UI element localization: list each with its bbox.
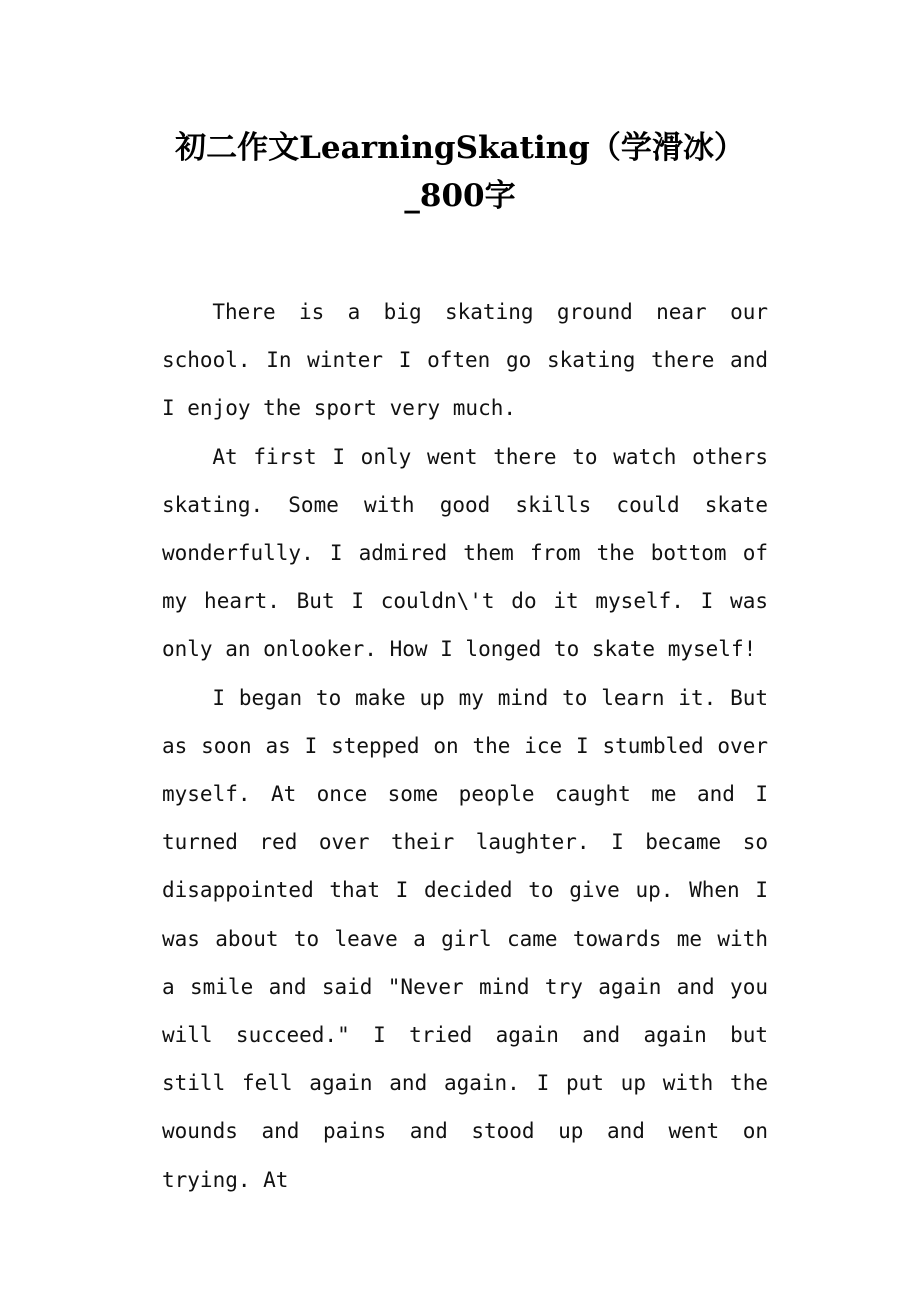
title-line-2: _800字 [404,178,516,214]
title-line-1: 初二作文LearningSkating（学滑冰） [175,130,745,166]
paragraph-2: At first I only went there to watch others skating. Some with good skills could skate wonderfully. I admired them from the bottom of my heart. But I couldn\'t do it myself. I was only an onlooker. How I longed to skate myself! [162,444,768,662]
paragraph-3: I began to make up my mind to learn it. But as soon as I stepped on the ice I stumbled over myself. At once some people caught me and I turned red over their laughter. I became so disappointed that I decided to give up. When I was about to leave a girl came towards me with a smile and said "Never mind try again and you will succeed." I tried again and again but still fell again and again. I put up with the wounds and pains and stood up and went on trying. At [162,685,768,1192]
paragraph-1: There is a big skating ground near our school. In winter I often go skating there and I enjoy the sport very much. [162,300,768,421]
document-title [150,124,770,220]
document-body [162,288,768,1204]
